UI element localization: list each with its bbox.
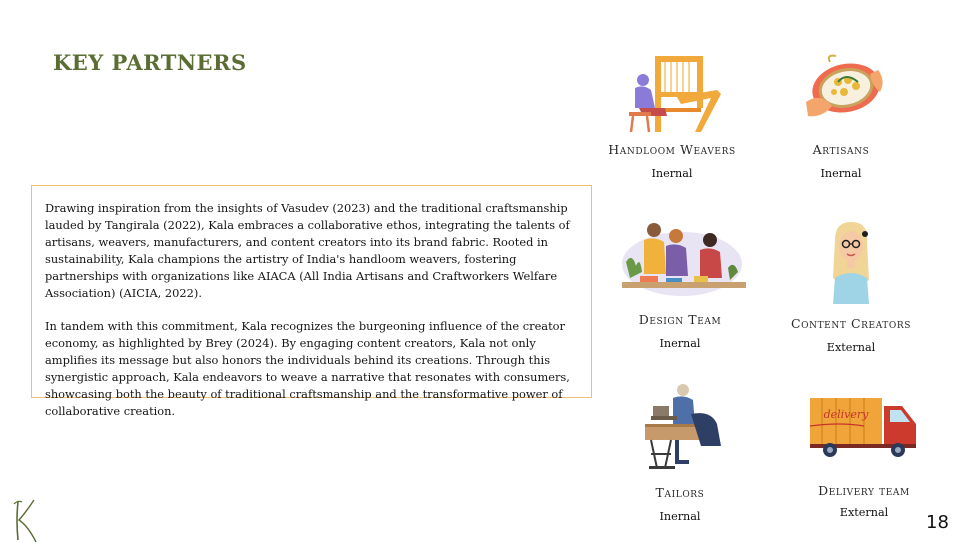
partner-type: Inernal — [659, 337, 701, 350]
partner-type: Inernal — [651, 167, 693, 180]
tailor-sewing-icon — [637, 384, 723, 472]
delivery-truck-icon — [806, 392, 922, 462]
partner-type: External — [826, 341, 876, 354]
svg-text:delivery: delivery — [823, 408, 869, 421]
design-team-icon — [610, 216, 750, 300]
partner-card-content-creators — [771, 220, 931, 354]
partner-type: Inernal — [820, 167, 862, 180]
partner-card-tailors — [600, 384, 760, 523]
partner-card-handloom-weavers — [592, 52, 752, 180]
partner-type: External — [839, 506, 889, 519]
partner-role: Delivery team — [818, 483, 910, 498]
partner-role: Tailors — [655, 485, 705, 500]
partner-role: Artisans — [812, 142, 870, 157]
page-title: KEY PARTNERS — [53, 50, 247, 75]
page-number: 18 — [926, 512, 949, 533]
partner-role: Handloom Weavers — [608, 142, 736, 157]
loom-weaver-icon — [617, 52, 727, 136]
description-paragraph-2: In tandem with this commitment, Kala recognizes the burgeoning influence of the creator economy, as highlighted by Brey (2024). By engaging content creators, Kala not only amplifies its message but also honors the individuals behind its creations. Through this synergistic approach, Kala endeavors to weave a narrative that resonates with consumers, showcasing both the beauty of traditional craftsmanship and the transformative power of collaborative creation. — [45, 319, 570, 418]
content-creator-icon — [821, 220, 881, 304]
embroidery-hands-icon — [786, 52, 896, 136]
partner-role: Content Creators — [790, 316, 912, 331]
description-paragraph-1: Drawing inspiration from the insights of Vasudev (2023) and the traditional craftsmanship lauded by Tangirala (2022), Kala embraces a collaborative ethos, integrating the talents of artisans, weavers, manufacturers, and content creators into its brand fabric. Rooted in sustainability, Kala champions the artistry of India's handloom weavers, fostering partnerships with organizations like AIACA (All India Artisans and Craftworkers Welfare Association) (AICIA, 2022). — [45, 201, 570, 300]
partner-role: Design Team — [638, 312, 722, 327]
partner-type: Inernal — [659, 510, 701, 523]
kala-logo-icon — [8, 496, 44, 546]
partner-card-delivery-team — [784, 392, 944, 519]
partner-card-design-team — [600, 216, 760, 350]
description-box — [31, 185, 592, 418]
partner-card-artisans — [761, 52, 921, 180]
